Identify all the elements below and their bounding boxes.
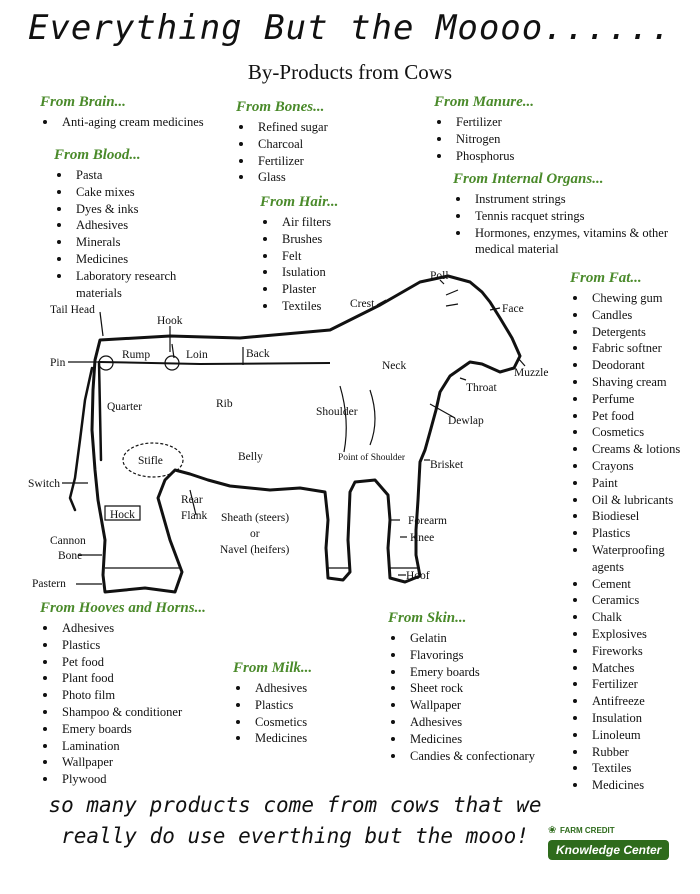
list-item: Plastics xyxy=(592,525,695,542)
list-item: Dyes & inks xyxy=(76,201,224,218)
list-item: Medicines xyxy=(592,777,695,794)
list-item: Lamination xyxy=(62,738,240,755)
list-item: Adhesives xyxy=(255,680,373,697)
section-heading: From Fat... xyxy=(570,270,642,286)
list-item: Cosmetics xyxy=(255,714,373,731)
list-item: Deodorant xyxy=(592,357,695,374)
list-item: Felt xyxy=(282,248,390,265)
list-item: Photo film xyxy=(62,687,240,704)
label-navel: Navel (heifers) xyxy=(220,544,290,556)
label-rib: Rib xyxy=(216,398,233,410)
list-item: Fertilizer xyxy=(592,676,695,693)
list-item: Fireworks xyxy=(592,643,695,660)
list-item: Pasta xyxy=(76,167,224,184)
label-face: Face xyxy=(502,303,524,315)
label-brisket: Brisket xyxy=(430,459,464,471)
section-heading: From Brain... xyxy=(40,94,126,110)
list-item: Tennis racquet strings xyxy=(475,208,673,225)
label-hoof: Hoof xyxy=(406,570,430,582)
list-item: Paint xyxy=(592,475,695,492)
label-rear: Rear xyxy=(181,494,203,506)
label-crest: Crest xyxy=(350,298,375,310)
logo-name: Knowledge Center xyxy=(548,840,669,860)
list-item: Medicines xyxy=(255,730,373,747)
label-switch: Switch xyxy=(28,478,60,490)
list-item: Adhesives xyxy=(62,620,240,637)
section-heading: From Bones... xyxy=(236,99,325,115)
label-rump: Rump xyxy=(122,349,151,361)
list-item: Plastics xyxy=(62,637,240,654)
list-item: Explosives xyxy=(592,626,695,643)
label-back: Back xyxy=(246,348,270,360)
list-item: Oil & lubricants xyxy=(592,492,695,509)
list-item: Sheet rock xyxy=(410,680,568,697)
list-item: Linoleum xyxy=(592,727,695,744)
list-item: Chewing gum xyxy=(592,290,695,307)
list-item: Ceramics xyxy=(592,592,695,609)
label-sheath: Sheath (steers) xyxy=(221,512,290,524)
label-hook: Hook xyxy=(157,315,183,327)
list-item: Candies & confectionary xyxy=(410,748,568,765)
label-flank: Flank xyxy=(181,510,208,522)
list-item: Plywood xyxy=(62,771,240,788)
label-pastern: Pastern xyxy=(32,578,66,590)
label-forearm: Forearm xyxy=(408,515,447,527)
list-item: Nitrogen xyxy=(456,131,594,148)
label-or: or xyxy=(250,528,260,540)
list-item: Chalk xyxy=(592,609,695,626)
label-pin: Pin xyxy=(50,357,66,369)
list-item: Textiles xyxy=(282,298,390,315)
section-heading: From Blood... xyxy=(54,147,141,163)
logo-top-text: FARM CREDIT xyxy=(560,826,615,835)
list-item: Glass xyxy=(258,169,386,186)
list-item: Charcoal xyxy=(258,136,386,153)
list-item: Instrument strings xyxy=(475,191,673,208)
list-item: Insulation xyxy=(592,710,695,727)
label-dewlap: Dewlap xyxy=(448,415,484,427)
list-item: Detergents xyxy=(592,324,695,341)
list-item: Pet food xyxy=(62,654,240,671)
list-item: Cake mixes xyxy=(76,184,224,201)
label-cannon: Cannon xyxy=(50,535,86,547)
list-item: Shaving cream xyxy=(592,374,695,391)
list-item: Rubber xyxy=(592,744,695,761)
list-item: Fertilizer xyxy=(456,114,594,131)
label-shoulder: Shoulder xyxy=(316,406,358,418)
list-item: Fabric softner xyxy=(592,340,695,357)
label-knee: Knee xyxy=(410,532,435,544)
page-subtitle: By-Products from Cows xyxy=(247,60,453,84)
label-point-of-shoulder: Point of Shoulder xyxy=(338,453,406,463)
list-item: Perfume xyxy=(592,391,695,408)
list-item: Emery boards xyxy=(62,721,240,738)
list-item: Adhesives xyxy=(410,714,568,731)
list-item: Laboratory research materials xyxy=(76,268,224,302)
list-item: Emery boards xyxy=(410,664,568,681)
section-heading: From Manure... xyxy=(434,94,535,110)
label-bone: Bone xyxy=(58,550,83,562)
list-item: Medicines xyxy=(410,731,568,748)
section-heading: From Skin... xyxy=(388,610,467,626)
list-item: Fertilizer xyxy=(258,153,386,170)
label-neck: Neck xyxy=(382,360,407,372)
footer-message: so many products come from cows that we really do use everthing but the mooo! xyxy=(48,793,542,848)
section-heading: From Milk... xyxy=(233,660,313,676)
list-item: Matches xyxy=(592,660,695,677)
label-throat: Throat xyxy=(466,382,497,394)
list-item: Refined sugar xyxy=(258,119,386,136)
farm-credit-logo xyxy=(548,826,688,876)
list-item: Antifreeze xyxy=(592,693,695,710)
list-item: Adhesives xyxy=(76,217,224,234)
label-poll: Poll xyxy=(430,270,449,282)
list-item: Plastics xyxy=(255,697,373,714)
list-item: Air filters xyxy=(282,214,390,231)
list-item: Hormones, enzymes, vitamins & other medical material xyxy=(475,225,673,259)
label-stifle: Stifle xyxy=(138,455,163,467)
page-title: Everything But the Moooo...... xyxy=(27,8,673,48)
list-item: Anti-aging cream medicines xyxy=(62,114,240,131)
list-item: Minerals xyxy=(76,234,224,251)
list-item: Medicines xyxy=(76,251,224,268)
list-item: Creams & lotions xyxy=(592,441,695,458)
list-item: Wallpaper xyxy=(410,697,568,714)
label-tail-head: Tail Head xyxy=(50,304,95,316)
label-loin: Loin xyxy=(186,349,208,361)
label-quarter: Quarter xyxy=(107,401,143,413)
list-item: Pet food xyxy=(592,408,695,425)
list-item: Gelatin xyxy=(410,630,568,647)
leaf-icon: ❀ xyxy=(548,825,557,836)
list-item: Phosphorus xyxy=(456,148,594,165)
list-item: Shampoo & conditioner xyxy=(62,704,240,721)
list-item: Crayons xyxy=(592,458,695,475)
cow-outline xyxy=(70,276,520,592)
section-heading: From Hair... xyxy=(260,194,339,210)
list-item: Cosmetics xyxy=(592,424,695,441)
list-item: Flavorings xyxy=(410,647,568,664)
list-item: Plant food xyxy=(62,670,240,687)
label-belly: Belly xyxy=(238,451,263,463)
list-item: Brushes xyxy=(282,231,390,248)
list-item: Candles xyxy=(592,307,695,324)
list-item: Wallpaper xyxy=(62,754,240,771)
list-item: Textiles xyxy=(592,760,695,777)
list-item: Biodiesel xyxy=(592,508,695,525)
section-heading: From Hooves and Horns... xyxy=(40,600,206,616)
list-item: Cement xyxy=(592,576,695,593)
list-item: Isulation xyxy=(282,264,390,281)
list-item: Plaster xyxy=(282,281,390,298)
section-heading: From Internal Organs... xyxy=(453,171,604,187)
label-muzzle: Muzzle xyxy=(514,367,549,379)
list-item: Waterproofing agents xyxy=(592,542,695,576)
label-hock: Hock xyxy=(110,509,135,521)
